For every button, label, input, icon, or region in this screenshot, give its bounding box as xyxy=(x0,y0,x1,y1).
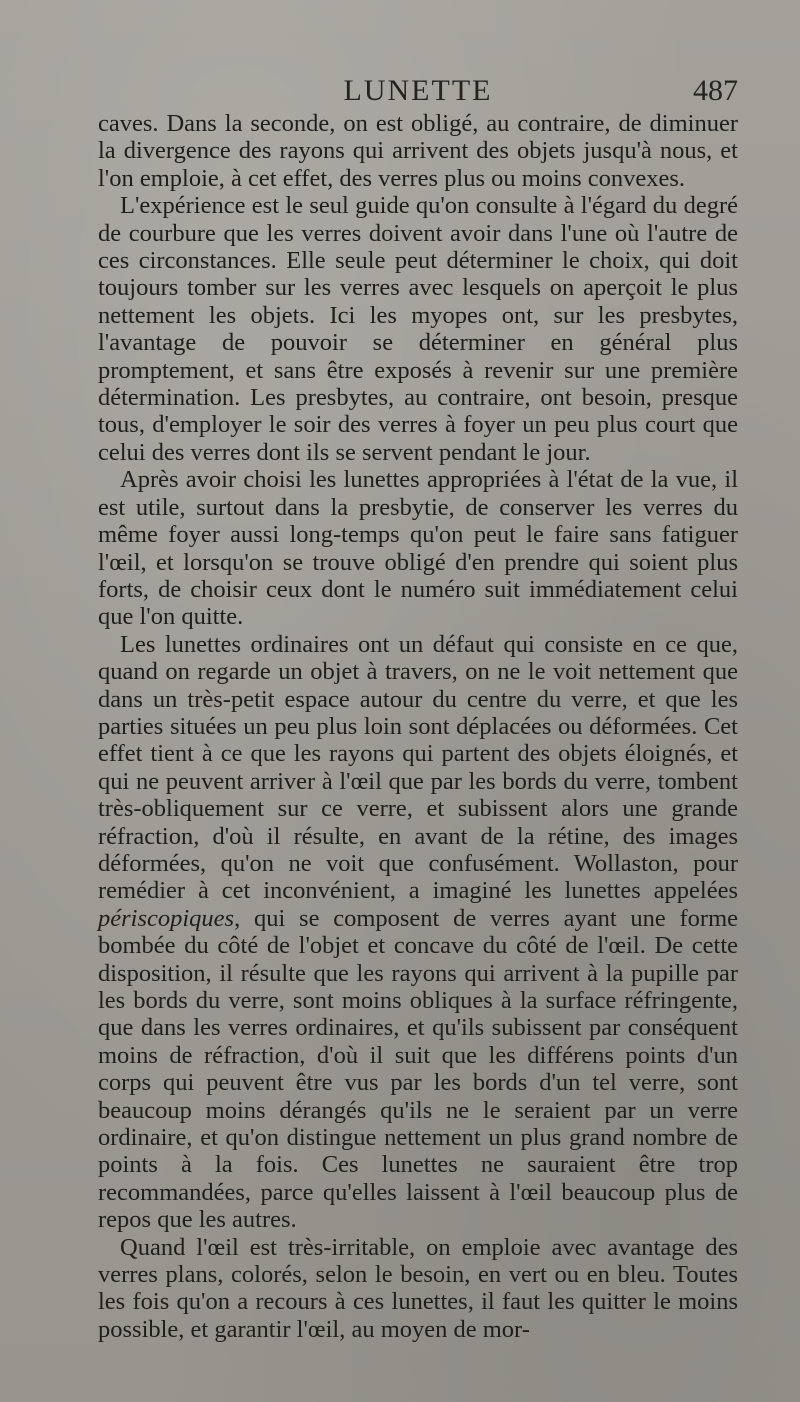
page-number: 487 xyxy=(693,74,738,107)
paragraph-periscopic-before: Les lunettes ordinaires ont un défaut qui consiste en ce que, quand on regarde un objet à travers, on ne le voit nettement que dans un très-petit espace autour du centre du verre, et que les parties situées un peu plus loin sont déplacées ou déformées. Cet effet tient à ce que les rayons qui partent des objets éloignés, et qui ne peuvent arriver à l'œil que par les bords du verre, tombent très-obliquement sur ce verre, et subissent alors une grande réfraction, d'où il résulte, en avant de la rétine, des images déformées, qu'on ne voit que confusément. Wollaston, pour remédier à cet inconvénient, a imaginé les lunettes appelées xyxy=(98,630,738,905)
periscopic-term: périscopiques xyxy=(98,904,235,932)
paragraph-periscopic xyxy=(98,631,738,1234)
paragraph-experience: L'expérience est le seul guide qu'on consulte à l'égard du degré de courbure que les verres doivent avoir dans l'une où l'autre de ces circonstances. Elle seule peut déterminer le choix, qui doit toujours tomber sur les verres avec lesquels on aperçoit le plus nettement les objets. Ici les myopes ont, sur les presbytes, l'avantage de pouvoir se déterminer en général plus promptement, et sans être exposés à revenir sur une première détermination. Les presbytes, au contraire, ont besoin, presque tous, d'employer le soir des verres à foyer un peu plus court que celui des verres dont ils se servent pendant le jour. xyxy=(98,192,738,466)
paragraph-choice: Après avoir choisi les lunettes appropriées à l'état de la vue, il est utile, surtout dans la presbytie, de conserver les verres du même foyer aussi long-temps qu'on peut le faire sans fatiguer l'œil, et lorsqu'on se trouve obligé d'en prendre qui soient plus forts, de choisir ceux dont le numéro suit immédiatement celui que l'on quitte. xyxy=(98,466,738,631)
paragraph-irritable-eye: Quand l'œil est très-irritable, on emploie avec avantage des verres plans, colorés, selon le besoin, en vert ou en bleu. Toutes les fois qu'on a recours à ces lunettes, il faut les quitter le moins possible, et garantir l'œil, au moyen de mor- xyxy=(98,1233,738,1343)
paragraph-continuation: caves. Dans la seconde, on est obligé, au contraire, de diminuer la divergence des rayons qui arrivent des objets jusqu'à nous, et l'on emploie, à cet effet, des verres plus ou moins convexes. xyxy=(98,110,738,192)
body-text xyxy=(98,110,738,1343)
running-title: LUNETTE xyxy=(343,74,493,107)
page-header xyxy=(98,74,738,114)
paragraph-periscopic-after: , qui se composent de verres ayant une forme bombée du côté de l'objet et concave du côté de l'œil. De cette disposition, il résulte que les rayons qui arrivent à la pupille par les bords du verre, sont moins obliques à la surface réfringente, que dans les verres ordinaires, et qu'ils subissent par conséquent moins de réfraction, d'où il suit que les différens points d'un corps qui peuvent être vus par les bords d'un tel verre, sont beaucoup moins dérangés qu'ils ne le seraient par un verre ordinaire, et qu'on distingue nettement un plus grand nombre de points à la fois. Ces lunettes ne sauraient être trop recommandées, parce qu'elles laissent à l'œil beaucoup plus de repos que les autres. xyxy=(98,904,738,1234)
